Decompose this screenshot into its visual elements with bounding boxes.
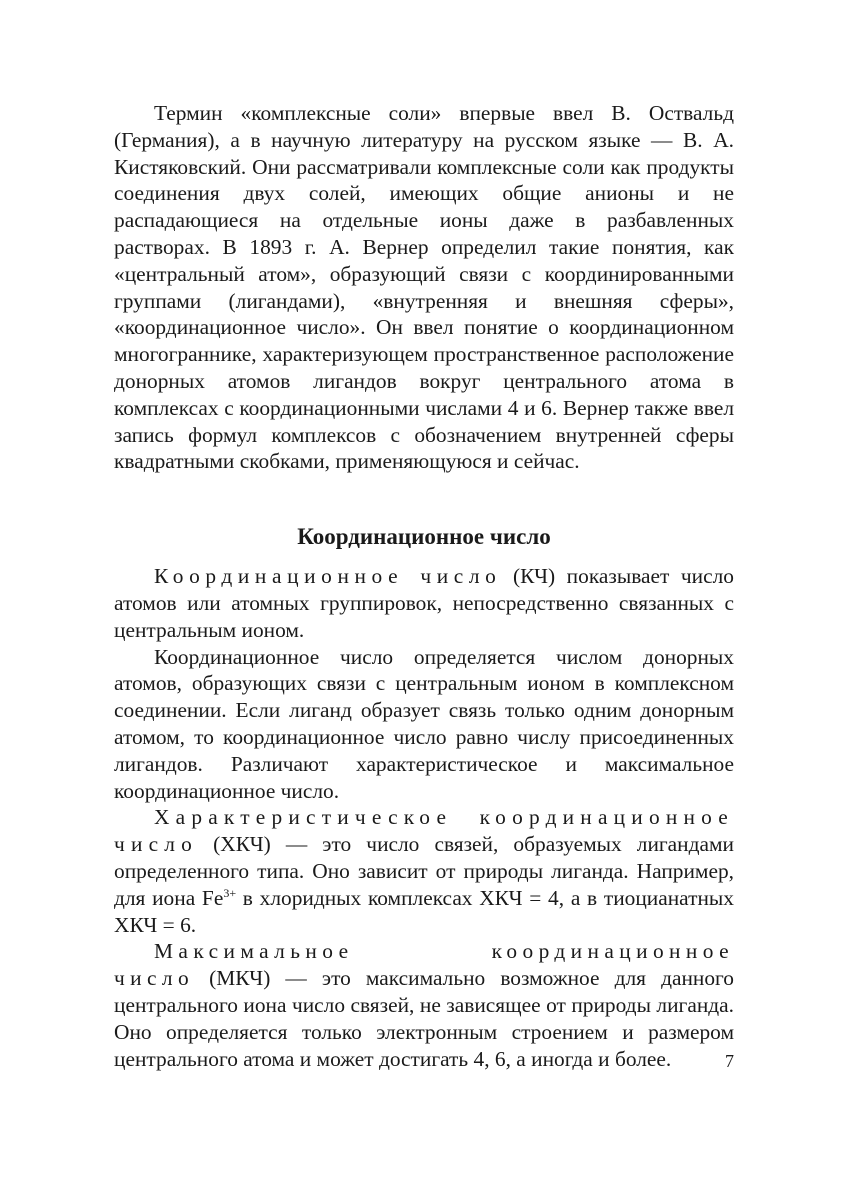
hkch-paragraph [114,804,734,938]
intro-paragraph: Термин «комплексные соли» впервые ввел В. Оствальд (Германия), а в научную литературу на русском языке — В. А. Кистяковский. Они рассматривали комплексные соли как продукты соединения двух солей, имеющих общие анионы и не распадающиеся на отдельные ионы даже в разбавленных растворах. В 1893 г. А. Вернер определил такие понятия, как «центральный атом», образующий связи с координированными группами (лигандами), «внутренняя и внешняя сферы», «координационное число». Он ввел понятие о координационном многограннике, характеризующем пространственное расположение донорных атомов лигандов вокруг центрального атома в комплексах с координационными числами 4 и 6. Вернер также ввел запись формул комплексов с обозначением внутренней сферы квадратными скобками, применяющуюся и сейчас. [114,101,734,474]
mkch-term: Максимальное координационное число [114,939,734,991]
kch-explanation-paragraph: Координационное число определяется числом донорных атомов, образующих связи с центральным ионом в комплексном соединении. Если лиганд образует связь только одним донорным атомом, то координационное число равно числу присоединенных лигандов. Различают характеристическое и максимальное координационное число. [114,644,734,803]
kch-term: Координационное число [154,564,502,589]
hkch-text-part2: в хлоридных комплексах ХКЧ = 4, а в тиоцианатных ХКЧ = 6. [114,885,734,937]
kch-definition-paragraph [114,563,734,643]
mkch-text: (МКЧ) — это максимально возможное для данного центрального иона число связей, не зависящее от природы лиганда. Оно определяется только электронным строением и размером центрального атома и может достигать 4, 6, а иногда и более. [114,966,734,1071]
section-heading: Координационное число [297,524,551,550]
mkch-paragraph [114,938,734,1072]
hkch-term: Характеристическое координационное число [114,805,734,857]
kch-definition-text: (КЧ) показывает число атомов или атомных группировок, непосредственно связанных с центральным ионом. [114,564,734,642]
page-body [114,100,734,1072]
iron-charge-superscript: 3+ [223,885,237,900]
page-number: 7 [725,1051,734,1071]
hkch-text-part1: (ХКЧ) — это число связей, образуемых лигандами определенного типа. Оно зависит от природы лиганда. Например, для иона Fe [114,832,734,910]
